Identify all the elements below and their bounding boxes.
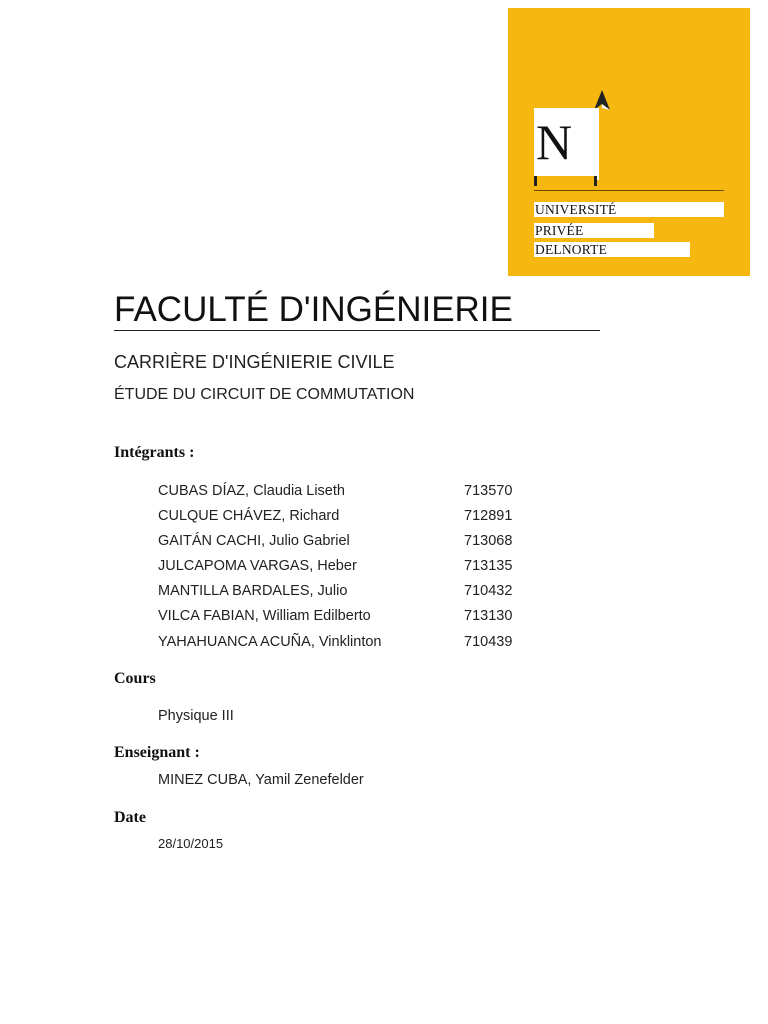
course-value: Physique III (158, 708, 234, 724)
course-heading: Cours (114, 670, 156, 687)
date-value: 28/10/2015 (158, 836, 224, 851)
member-id: 710439 (464, 634, 513, 650)
university-logo (508, 8, 750, 276)
member-id: 713068 (464, 533, 513, 549)
logo-letter: N (536, 114, 573, 170)
member-id: 712891 (464, 508, 513, 524)
member-name: CUBAS DÍAZ, Claudia Liseth (158, 483, 345, 499)
member-row (158, 483, 538, 508)
member-row (158, 508, 538, 533)
member-name: YAHAHUANCA ACUÑA, Vinklinton (158, 634, 382, 650)
logo-bar (596, 110, 599, 180)
logo-stem-left (534, 176, 537, 186)
member-row (158, 583, 538, 608)
logo-divider (534, 190, 724, 191)
logo-line-1: UNIVERSITÉ (534, 202, 724, 217)
logo-letter-box (534, 108, 599, 176)
member-name: CULQUE CHÁVEZ, Richard (158, 508, 340, 524)
member-row (158, 634, 538, 659)
member-id: 713130 (464, 608, 513, 624)
member-name: VILCA FABIAN, William Edilberto (158, 608, 371, 624)
logo-line-3: DELNORTE (534, 242, 690, 257)
members-heading: Intégrants : (114, 444, 195, 461)
teacher-value: MINEZ CUBA, Yamil Zenefelder (158, 772, 364, 788)
logo-line-2: PRIVÉE (534, 223, 654, 238)
member-name: GAITÁN CACHI, Julio Gabriel (158, 533, 350, 549)
date-heading: Date (114, 809, 146, 826)
member-id: 713135 (464, 558, 513, 574)
member-name: JULCAPOMA VARGAS, Heber (158, 558, 357, 574)
member-row (158, 558, 538, 583)
teacher-heading: Enseignant : (114, 744, 200, 761)
member-id: 713570 (464, 483, 513, 499)
page-title: FACULTÉ D'INGÉNIERIE (114, 290, 600, 331)
member-id: 710432 (464, 583, 513, 599)
member-row (158, 533, 538, 558)
member-row (158, 608, 538, 633)
member-name: MANTILLA BARDALES, Julio (158, 583, 348, 599)
logo-stem-right (594, 176, 597, 186)
career-title: CARRIÈRE D'INGÉNIERIE CIVILE (114, 352, 395, 372)
topic-title: ÉTUDE DU CIRCUIT DE COMMUTATION (114, 386, 415, 403)
